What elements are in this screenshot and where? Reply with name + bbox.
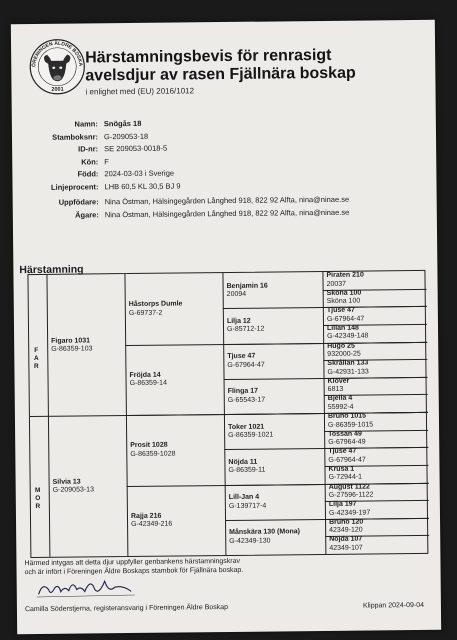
registration-number: G-42349-216 [131,520,173,529]
pedigree-cell-gen4 [327,360,368,377]
registration-number: G-67964-49 [328,438,366,447]
registration-number: 42349-107 [329,544,363,552]
registration-number: G-27596-1122 [328,491,374,499]
animal-name: Tjuse 47 [328,447,357,456]
registration-number: G-86359-103 [51,345,93,353]
logo-year: 2001 [51,86,64,93]
pedigree-cell-gen3 [227,317,265,334]
pedigree-cell-gen4 [327,307,365,324]
field-value: SE 209053-0018-5 [104,143,168,154]
registration-number: 20037 [326,280,347,288]
document-title-line2: avelsdjur av rasen Fjällnära boskap [85,64,356,85]
pedigree-cell-gen4 [328,448,366,465]
field-value: 2024-03-03 i Sverige [104,168,175,179]
animal-name: Bruno 1015 [327,412,367,420]
animal-name: Tjuse 47 [326,306,355,315]
animal-name: Lilja 197 [328,500,357,509]
field-label: Stamboksnr: [52,131,99,142]
animal-name: Piraten 210 [326,271,364,279]
registration-number: G-67964-47 [326,315,365,323]
field-label: ID-nr: [78,144,99,154]
animal-name: Tjuse 47 [227,352,256,361]
signer-name: Camilla Söderstjerna, registeransvarig i Föreningen Äldre Boskap [24,603,229,614]
animal-name: Prosit 1028 [130,441,168,450]
field-label: Född: [77,169,99,179]
animal-field [18,116,418,129]
animal-name: Håstorps Dumle [128,300,183,309]
pedigree-cell-gen2 [131,512,172,529]
document-title-line1: Härstamningsbevis för renrasigt [85,46,332,67]
registration-number: G-42349-130 [229,537,271,545]
breeder-field [19,194,429,207]
pedigree-cell-gen3 [228,423,273,440]
animal-name: Skrållan 133 [327,359,369,368]
pedigree-cell-gen4 [326,272,364,289]
registration-number: G-65543-17 [227,396,266,404]
certificate-document [11,20,441,634]
pedigree-title: Härstamning [19,263,84,277]
pedigree-cell-gen4 [327,289,362,306]
registration-number: 42349-120 [329,526,363,535]
mor-label: M O R [34,486,41,511]
registration-number: G-86359-14 [129,379,167,388]
pedigree-cell-gen3 [229,494,267,511]
animal-name: Hugo 25 [327,342,355,350]
animal-name: Bjella 4 [327,395,353,403]
far-label: F A R [33,346,39,371]
field-value: Snögås 18 [103,118,142,129]
pedigree-cell-gen4 [328,395,354,412]
pedigree-cell-gen4 [329,483,374,500]
animal-field [18,153,418,167]
registration-number: G-69737-2 [128,309,163,317]
pedigree-cell-gen3 [228,388,266,405]
registration-number: G-67964-47 [227,361,265,369]
animal-name: Klöver [327,377,350,385]
pedigree-cell-gen4 [328,412,373,429]
field-label: Kön: [81,156,99,167]
registration-number: G-72944-1 [328,473,363,482]
pedigree-cell-gen4 [328,377,350,394]
registration-number: G-42349-197 [328,509,371,517]
animal-name: Figaro 1031 [51,336,91,345]
field-label: Uppfödare: [58,197,99,207]
pedigree-cell-gen1 [53,478,94,495]
field-value: F [104,156,109,166]
animal-name: Bruno 120 [329,518,364,526]
registration-number: G-42349-148 [327,332,369,341]
certification-line-1: Härmed intygas att detta djur uppfyller genbankens härstamningskrav [24,557,241,568]
animal-field [18,141,418,154]
animal-name: Toker 1021 [228,423,265,431]
animal-name: Nöjda 107 [329,535,363,544]
certification-line-2: och är infört i Föreningen Äldre Boskaps stambok för Fjällnära boskap. [24,566,244,577]
field-label: Ägare: [75,209,99,220]
animal-name: Krusa 1 [328,465,355,473]
registration-number: G-86359-1015 [327,420,374,429]
animal-name: Lillan 148 [326,324,359,332]
animal-name: August 1122 [328,483,370,491]
pedigree-cell-gen2 [130,442,175,459]
field-value: Nina Östman, Hälsingegården Långhed 918, 822 92 Alfta, nina@ninae.se [104,194,350,207]
registration-number: 20094 [226,290,247,299]
animal-name: Månskära 130 (Mona) [229,528,301,537]
animal-field [18,128,418,142]
registration-number: 6813 [327,386,344,394]
pedigree-cell-gen3 [227,282,268,299]
registration-number: G-86359-11 [228,466,266,475]
animal-field [18,166,418,179]
logo-text-top: FÖRENINGEN ÄLDRE BOSKAP [31,40,84,68]
registration-number: Sköna 100 [326,297,361,306]
handwritten-signature [35,575,155,602]
registration-number: G-42931-133 [327,368,369,376]
pedigree-cell-gen4 [329,501,370,518]
animal-name: Lilja 12 [226,317,251,325]
pedigree-cell-gen4 [329,518,363,535]
registration-number: G-85712-12 [226,325,265,334]
animal-name: Rajja 216 [130,512,162,520]
pedigree-cell-gen2 [129,301,183,319]
pedigree-cell-gen4 [328,465,362,482]
regulation-reference: i enlighet med (EU) 2016/1012 [85,86,195,97]
place-and-date: Klippan 2024-09-04 [362,601,425,610]
registration-number: G-67964-47 [328,456,366,464]
pedigree-table [27,270,428,558]
association-logo [28,37,87,96]
pedigree-cell-gen3 [228,458,265,475]
registration-number: 932000-25 [327,350,361,358]
pedigree-cell-gen3 [229,529,300,547]
animal-field [18,178,418,192]
animal-name: Lill-Jan 4 [228,493,260,502]
field-label: Namn: [74,119,98,129]
registration-number: G-209053-13 [52,486,95,494]
registration-number: G-139717-4 [228,502,267,510]
animal-name: Fröjda 14 [129,371,161,379]
animal-name: Flinga 17 [227,388,259,396]
field-value: Nina Östman, Hälsingegården Långhed 918, 822 92 Alfta, nina@ninae.se [104,207,350,219]
owner-field [19,206,429,220]
pedigree-cell-gen4 [329,536,363,553]
registration-number: 55992-4 [327,403,354,411]
pedigree-cell-gen4 [327,324,368,341]
animal-name: Nöjda 11 [228,458,258,466]
pedigree-cell-gen2 [129,371,167,388]
animal-name: Sköna 100 [326,289,362,297]
registration-number: G-86359-1021 [228,431,274,440]
pedigree-cell-gen1 [51,337,92,354]
field-label: Linjeprocent: [50,181,99,192]
pedigree-cell-gen3 [227,353,265,370]
registration-number: G-86359-1028 [130,450,176,458]
field-value: G-209053-18 [103,131,149,141]
field-value: LHB 60,5 KL 30,5 BJ 9 [104,180,181,191]
pedigree-cell-gen4 [328,430,366,447]
pedigree-cell-gen4 [327,342,361,359]
animal-name: Silvia 13 [52,478,81,486]
animal-name: Tossan 49 [328,430,362,438]
animal-name: Benjamin 16 [226,282,268,290]
